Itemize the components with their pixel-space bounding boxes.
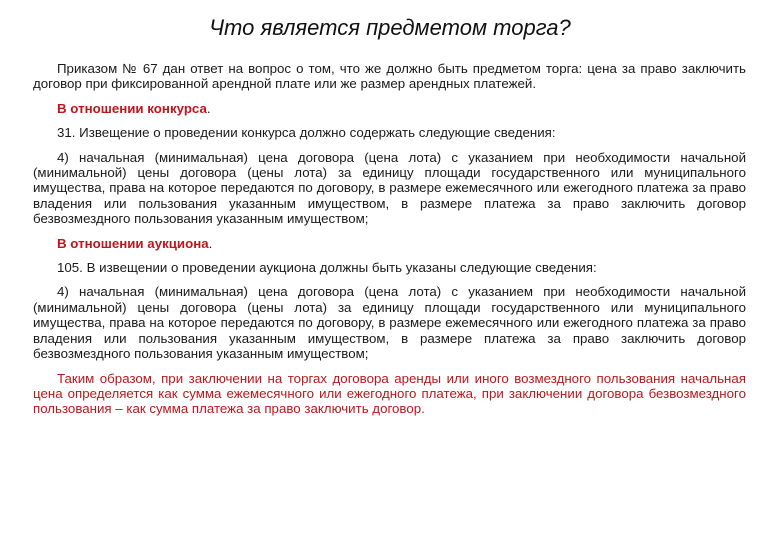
contest-heading-punct: . xyxy=(206,100,211,116)
intro-paragraph: Приказом № 67 дан ответ на вопрос о том, что же должно быть предметом торга: цена за право заключить договор при фиксированной арендной плате или же размер арендных платежей. xyxy=(33,61,746,92)
contest-heading-text: В отношении конкурса xyxy=(57,100,207,116)
auction-item: 4) начальная (минимальная) цена договора (цена лота) с указанием при необходимости начальной (минимальной) цены договора (цены лота) за единицу площади государственного или муниципального имущества, права на которое передаются по договору, в размере ежемесячного или ежегодного платежа за право владения или пользования указанным имуществом, в размере платежа за право заключить договор безвозмездного пользования указанным имуществом; xyxy=(33,284,746,362)
contest-heading xyxy=(33,101,746,116)
page-title: Что является предметом торга? xyxy=(209,15,571,40)
contest-item: 4) начальная (минимальная) цена договора (цена лота) с указанием при необходимости начальной (минимальной) цены договора (цены лота) за единицу площади государственного или муниципального имущества, права на которое передаются по договору, в размере ежемесячного или ежегодного платежа за право владения или пользования указанным имуществом, в размере платежа за право заключить договор безвозмездного пользования указанным имуществом; xyxy=(33,149,746,227)
contest-clause: 31. Извещение о проведении конкурса должно содержать следующие сведения: xyxy=(57,125,556,141)
auction-clause: 105. В извещении о проведении аукциона должны быть указаны следующие сведения: xyxy=(57,260,597,276)
auction-heading-text: В отношении аукциона xyxy=(57,235,209,251)
auction-heading xyxy=(33,236,746,251)
slide-body xyxy=(33,61,746,417)
conclusion-paragraph: Таким образом, при заключении на торгах договора аренды или иного возмездного пользования начальная цена определяется как сумма ежемесячного или ежегодного платежа, при заключении договора безвозмездного пользования – как сумма платежа за право заключить договор. xyxy=(33,370,746,417)
auction-heading-punct: . xyxy=(208,235,213,251)
